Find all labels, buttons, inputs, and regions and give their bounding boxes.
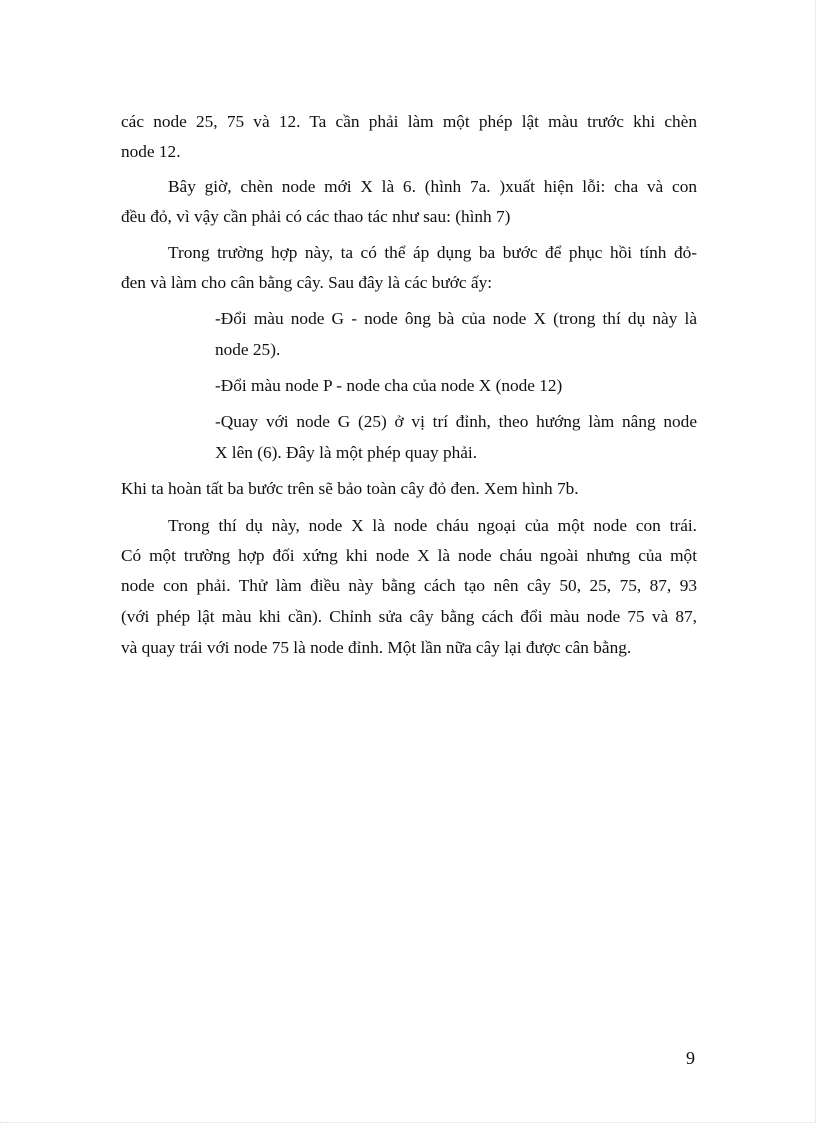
paragraph-3-line-2: đen và làm cho cân bằng cây. Sau đây là các bước ấy: [121, 273, 493, 292]
final-paragraph-line-4: (với phép lật màu khi cần). Chỉnh sửa cây bằng cách đổi màu node 75 và 87, [121, 607, 697, 626]
step-1-line-1: -Đổi màu node G - node ông bà của node X (trong thí dụ này là [215, 309, 697, 328]
paragraph-1-line-2: node 12. [121, 142, 181, 161]
step-3-line-2: X lên (6). Đây là một phép quay phải. [215, 443, 478, 462]
paragraph-1-line-1: các node 25, 75 và 12. Ta cần phải làm một phép lật màu trước khi chèn [121, 112, 697, 131]
conclusion-line: Khi ta hoàn tất ba bước trên sẽ bảo toàn cây đỏ đen. Xem hình 7b. [121, 479, 579, 498]
final-paragraph-line-2: Có một trường hợp đối xứng khi node X là node cháu ngoài nhưng của một [121, 546, 697, 565]
step-3-line-1: -Quay với node G (25) ở vị trí đỉnh, theo hướng làm nâng node [215, 412, 697, 431]
paragraph-3-line-1: Trong trường hợp này, ta có thể áp dụng ba bước để phục hồi tính đỏ- [168, 243, 697, 262]
final-paragraph-line-1: Trong thí dụ này, node X là node cháu ngoại của một node con trái. [168, 516, 697, 535]
step-2-line-1: -Đổi màu node P - node cha của node X (node 12) [215, 376, 563, 395]
final-paragraph-line-3: node con phải. Thử làm điều này bằng cách tạo nên cây 50, 25, 75, 87, 93 [121, 576, 697, 595]
page-number: 9 [686, 1048, 695, 1068]
step-1-line-2: node 25). [215, 340, 281, 359]
final-paragraph-line-5: và quay trái với node 75 là node đỉnh. Một lần nữa cây lại được cân bằng. [121, 638, 632, 657]
paragraph-2-line-1: Bây giờ, chèn node mới X là 6. (hình 7a. )xuất hiện lỗi: cha và con [168, 177, 697, 196]
paragraph-2-line-2: đều đỏ, vì vậy cần phải có các thao tác như sau: (hình 7) [121, 207, 511, 226]
